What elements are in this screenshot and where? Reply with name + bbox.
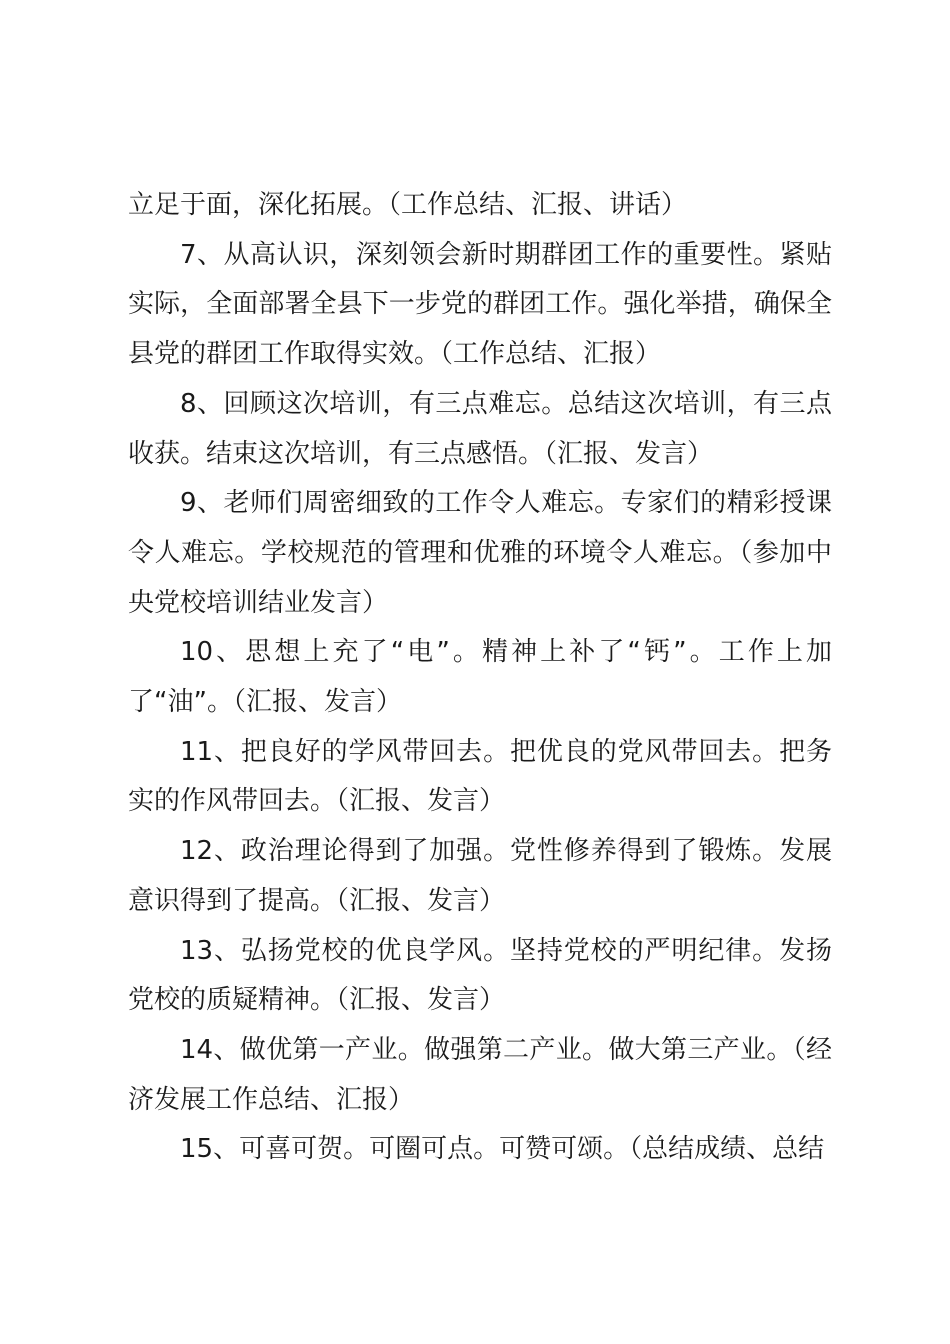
paragraph-item-13: 13、弘扬党校的优良学风。坚持党校的严明纪律。发扬党校的质疑精神。（汇报、发言）	[128, 935, 832, 1016]
paragraph-item-11: 11、把良好的学风带回去。把优良的党风带回去。把务实的作风带回去。（汇报、发言）	[128, 736, 832, 817]
paragraph-continuation: 立足于面，深化拓展。（工作总结、汇报、讲话）	[128, 190, 688, 220]
paragraph-item-15: 15、可喜可贺。可圈可点。可赞可颂。（总结成绩、总结	[180, 1134, 825, 1165]
document-body	[128, 181, 832, 1175]
paragraph-item-12: 12、政治理论得到了加强。党性修养得到了锻炼。发展意识得到了提高。（汇报、发言）	[128, 836, 832, 916]
paragraph-item-9: 9、老师们周密细致的工作令人难忘。专家们的精彩授课令人难忘。学校规范的管理和优雅的环境令人难忘。（参加中央党校培训结业发言）	[128, 488, 832, 618]
paragraph-item-14: 14、做优第一产业。做强第二产业。做大第三产业。（经济发展工作总结、汇报）	[128, 1034, 832, 1115]
paragraph-item-7: 7、从高认识，深刻领会新时期群团工作的重要性。紧贴实际，全面部署全县下一步党的群团工作。强化举措，确保全县党的群团工作取得实效。（工作总结、汇报）	[128, 239, 832, 370]
paragraph-item-8: 8、回顾这次培训，有三点难忘。总结这次培训，有三点收获。结束这次培训，有三点感悟。（汇报、发言）	[128, 388, 832, 469]
paragraph-item-10: 10、思想上充了“电”。精神上补了“钙”。工作上加了“油”。（汇报、发言）	[128, 637, 832, 718]
